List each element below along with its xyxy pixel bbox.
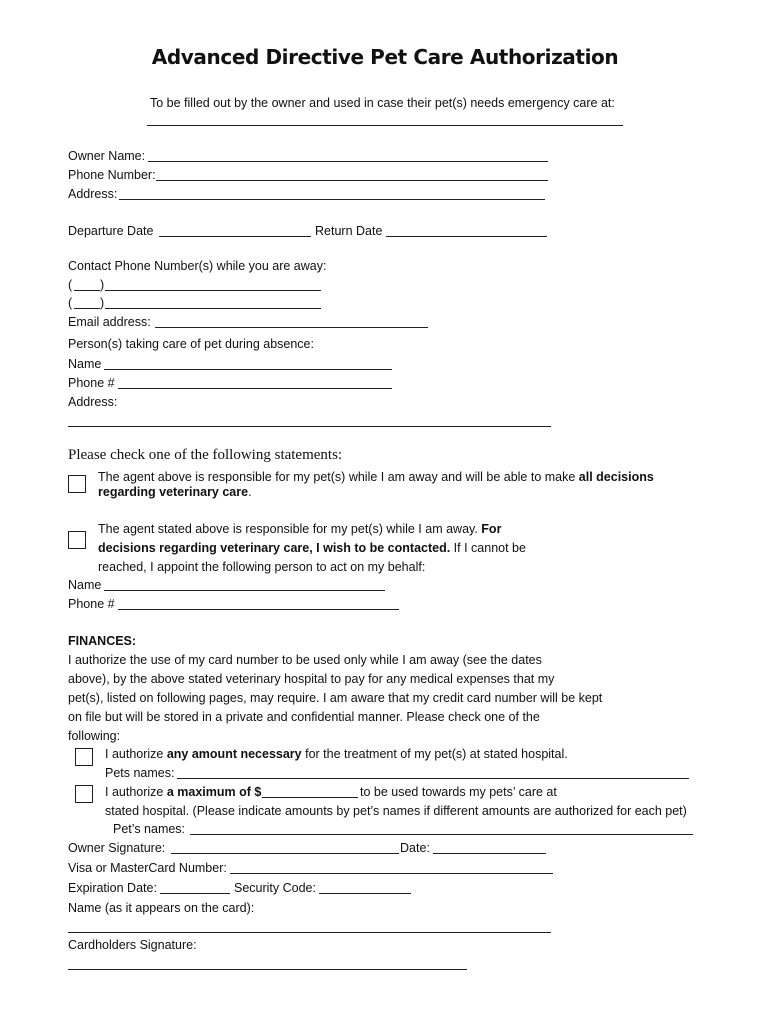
area-code-field-1[interactable] bbox=[74, 290, 100, 291]
proxy-phone-label: Phone # bbox=[68, 597, 115, 611]
finances-para-4: on file but will be stored in a private and confidential manner. Please check one of the bbox=[68, 710, 540, 724]
opt1-text: I authorize bbox=[105, 747, 167, 761]
pets-names-label-2: Pet’s names: bbox=[113, 822, 186, 836]
finances-heading: FINANCES: bbox=[68, 634, 137, 648]
hospital-field[interactable] bbox=[147, 125, 623, 126]
finances-para-5: following: bbox=[68, 729, 121, 743]
contact-owner-checkbox[interactable] bbox=[68, 531, 86, 549]
option2-line2 bbox=[98, 541, 526, 556]
email-field[interactable] bbox=[155, 327, 428, 328]
security-code-label: Security Code: bbox=[234, 881, 316, 895]
owner-address-label: Address: bbox=[68, 187, 118, 201]
security-code-field[interactable] bbox=[319, 893, 411, 894]
contact-phone-field-2[interactable] bbox=[105, 308, 321, 309]
any-amount-checkbox[interactable] bbox=[75, 748, 93, 766]
card-number-label: Visa or MasterCard Number: bbox=[68, 861, 227, 875]
pets-names-field[interactable] bbox=[177, 778, 689, 779]
finance-option1 bbox=[105, 747, 568, 762]
caretaker-address-field[interactable] bbox=[68, 426, 551, 427]
opt2-text: I authorize bbox=[105, 785, 167, 799]
name-on-card-field[interactable] bbox=[68, 932, 551, 933]
caretaker-phone-label: Phone # bbox=[68, 376, 115, 390]
option2-line1 bbox=[98, 522, 501, 537]
return-date-field[interactable] bbox=[386, 236, 547, 237]
sig-date-field[interactable] bbox=[433, 853, 546, 854]
maximum-amount-checkbox[interactable] bbox=[75, 785, 93, 803]
cardholder-signature-field[interactable] bbox=[68, 969, 467, 970]
option1-line2 bbox=[98, 485, 252, 500]
name-on-card-label: Name (as it appears on the card): bbox=[68, 901, 255, 915]
option1-bold-2: regarding veterinary care bbox=[98, 485, 249, 499]
pets-names-label: Pets names: bbox=[105, 766, 175, 780]
caretaker-name-label: Name bbox=[68, 357, 102, 371]
option1-period: . bbox=[248, 485, 252, 499]
maximum-amount-field[interactable] bbox=[262, 797, 358, 798]
option1-text: The agent above is responsible for my pet(s) while I am away and will be able to make bbox=[98, 470, 579, 484]
caretaker-name-field[interactable] bbox=[104, 369, 392, 370]
owner-phone-field[interactable] bbox=[156, 180, 548, 181]
proxy-name-label: Name bbox=[68, 578, 102, 592]
owner-name-field[interactable] bbox=[148, 161, 548, 162]
caretaker-address-label: Address: bbox=[68, 395, 118, 409]
option1-bold: all decisions bbox=[578, 470, 654, 484]
area-code-field-2[interactable] bbox=[74, 308, 100, 309]
paren-open: ( bbox=[68, 278, 73, 292]
opt1-bold: any amount necessary bbox=[166, 747, 302, 761]
expiration-field[interactable] bbox=[160, 893, 230, 894]
email-label: Email address: bbox=[68, 315, 151, 329]
owner-signature-label: Owner Signature: bbox=[68, 841, 166, 855]
proxy-name-field[interactable] bbox=[104, 590, 385, 591]
opt2-bold: a maximum of $ bbox=[166, 785, 262, 799]
finance-option2 bbox=[105, 785, 261, 800]
finances-para-3: pet(s), listed on following pages, may require. I am aware that my credit card number will be kept bbox=[68, 691, 603, 705]
caretaker-heading: Person(s) taking care of pet during absence: bbox=[68, 337, 314, 351]
finances-para-2: above), by the above stated veterinary hospital to pay for any medical expenses that my bbox=[68, 672, 555, 686]
option1-line1 bbox=[98, 470, 654, 485]
opt1-text-2: for the treatment of my pet(s) at stated hospital. bbox=[301, 747, 568, 761]
finances-para-1: I authorize the use of my card number to be used only while I am away (see the dates bbox=[68, 653, 542, 667]
option2-bold: For bbox=[481, 522, 502, 536]
opt2-text-2: to be used towards my pets’ care at bbox=[360, 785, 557, 799]
expiration-label: Expiration Date: bbox=[68, 881, 157, 895]
contact-phone-field-1[interactable] bbox=[105, 290, 321, 291]
option2-line3: reached, I appoint the following person to act on my behalf: bbox=[98, 560, 426, 574]
pets-names-field-2[interactable] bbox=[190, 834, 693, 835]
proxy-phone-field[interactable] bbox=[118, 609, 399, 610]
option2-text: The agent stated above is responsible for my pet(s) while I am away. bbox=[98, 522, 482, 536]
owner-signature-field[interactable] bbox=[171, 853, 399, 854]
owner-phone-label: Phone Number: bbox=[68, 168, 156, 182]
contact-heading: Contact Phone Number(s) while you are away: bbox=[68, 259, 327, 273]
option2-text-2: If I cannot be bbox=[450, 541, 526, 555]
card-number-field[interactable] bbox=[230, 873, 553, 874]
return-date-label: Return Date bbox=[315, 224, 383, 238]
departure-date-label: Departure Date bbox=[68, 224, 154, 238]
paren-open: ( bbox=[68, 296, 73, 310]
option2-bold-2: decisions regarding veterinary care, I wish to be contacted. bbox=[98, 541, 451, 555]
opt2-line2: stated hospital. (Please indicate amounts by pet’s names if different amounts are authorized for each pet) bbox=[105, 804, 687, 818]
cardholder-signature-label: Cardholders Signature: bbox=[68, 938, 197, 952]
departure-date-field[interactable] bbox=[159, 236, 311, 237]
statements-heading: Please check one of the following statements: bbox=[68, 447, 343, 463]
agent-all-decisions-checkbox[interactable] bbox=[68, 475, 86, 493]
paren-close: ) bbox=[100, 278, 105, 292]
caretaker-phone-field[interactable] bbox=[118, 388, 392, 389]
page-title: Advanced Directive Pet Care Authorization bbox=[151, 45, 619, 69]
intro-text: To be filled out by the owner and used in case their pet(s) needs emergency care at: bbox=[150, 96, 615, 110]
owner-name-label: Owner Name: bbox=[68, 149, 146, 163]
sig-date-label: Date: bbox=[400, 841, 430, 855]
owner-address-field[interactable] bbox=[119, 199, 545, 200]
paren-close: ) bbox=[100, 296, 105, 310]
